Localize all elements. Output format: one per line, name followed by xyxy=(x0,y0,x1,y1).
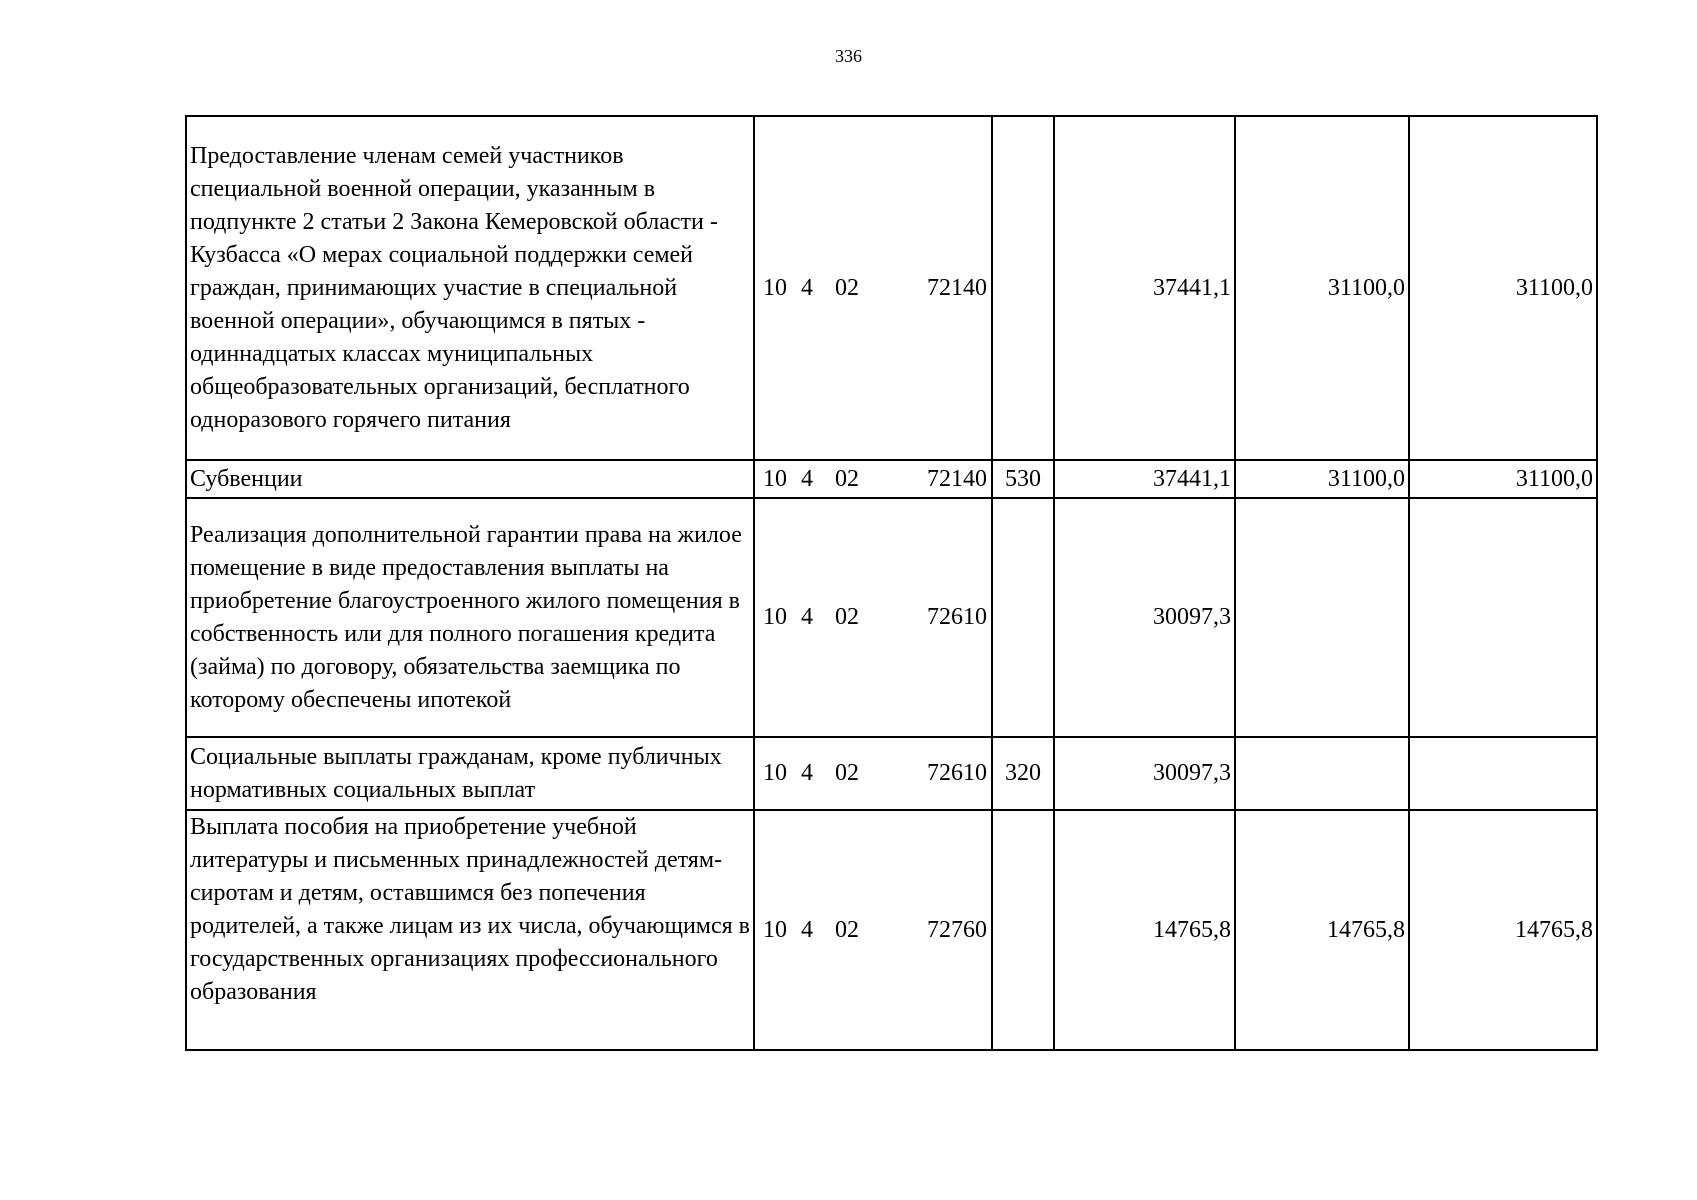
amount-year-2: 31100,0 xyxy=(1235,460,1409,498)
budget-table xyxy=(185,115,1598,1051)
table-row xyxy=(186,810,1597,1050)
row-name: Субвенции xyxy=(186,460,754,498)
section-code: 10 xyxy=(763,465,787,492)
expense-type-code xyxy=(992,116,1054,460)
program-code: 4 xyxy=(801,465,813,492)
table-row xyxy=(186,116,1597,460)
amount-year-3: 14765,8 xyxy=(1409,810,1597,1050)
amount-year-1: 30097,3 xyxy=(1054,498,1235,737)
amount-year-1: 30097,3 xyxy=(1054,737,1235,810)
amount-year-2: 14765,8 xyxy=(1235,810,1409,1050)
direction-code: 72140 xyxy=(927,465,987,492)
row-name: Выплата пособия на приобретение учебной литературы и письменных принадлежностей детям-сиротам и детям, оставшимся без попечения родителей, а также лицам из их числа, обучающимся в государственных организациях профессионального образования xyxy=(186,810,754,1050)
row-name: Реализация дополнительной гарантии права на жилое помещение в виде предоставления выплаты на приобретение благоустроенного жилого помещения в собственность или для полного погашения кредита (займа) по договору, обязательства заемщика по которому обеспечены ипотекой xyxy=(186,498,754,737)
program-code: 4 xyxy=(801,274,813,301)
expense-type-code: 320 xyxy=(992,737,1054,810)
classification-code xyxy=(754,498,992,737)
page-number: 336 xyxy=(835,46,862,66)
amount-year-3: 31100,0 xyxy=(1409,116,1597,460)
row-name: Социальные выплаты гражданам, кроме публичных нормативных социальных выплат xyxy=(186,737,754,810)
amount-year-2: 31100,0 xyxy=(1235,116,1409,460)
program-code: 4 xyxy=(801,760,813,786)
row-name: Предоставление членам семей участников специальной военной операции, указанным в подпункте 2 статьи 2 Закона Кемеровской области - Кузбасса «О мерах социальной поддержки семей граждан, принимающих участие в специальной военной операции», обучающимся в пятых - одиннадцатых классах муниципальных общеобразовательных организаций, бесплатного одноразового горячего питания xyxy=(186,116,754,460)
direction-code: 72610 xyxy=(927,604,987,630)
table-row xyxy=(186,498,1597,737)
amount-year-3: 31100,0 xyxy=(1409,460,1597,498)
classification-code xyxy=(754,460,992,498)
amount-year-1: 37441,1 xyxy=(1054,116,1235,460)
program-code: 4 xyxy=(801,604,813,630)
subprogram-code: 02 xyxy=(835,604,859,630)
expense-type-code: 530 xyxy=(992,460,1054,498)
classification-code xyxy=(754,116,992,460)
direction-code: 72760 xyxy=(927,916,987,943)
expense-type-code xyxy=(992,810,1054,1050)
section-code: 10 xyxy=(763,604,787,630)
subprogram-code: 02 xyxy=(835,465,859,492)
amount-year-3 xyxy=(1409,737,1597,810)
table-row xyxy=(186,737,1597,810)
section-code: 10 xyxy=(763,916,787,943)
table-row xyxy=(186,460,1597,498)
subprogram-code: 02 xyxy=(835,274,859,301)
expense-type-code xyxy=(992,498,1054,737)
amount-year-2 xyxy=(1235,737,1409,810)
subprogram-code: 02 xyxy=(835,916,859,943)
section-code: 10 xyxy=(763,760,787,786)
amount-year-1: 37441,1 xyxy=(1054,460,1235,498)
classification-code xyxy=(754,737,992,810)
classification-code xyxy=(754,810,992,1050)
program-code: 4 xyxy=(801,916,813,943)
amount-year-1: 14765,8 xyxy=(1054,810,1235,1050)
subprogram-code: 02 xyxy=(835,760,859,786)
section-code: 10 xyxy=(763,274,787,301)
amount-year-2 xyxy=(1235,498,1409,737)
direction-code: 72610 xyxy=(927,760,987,786)
amount-year-3 xyxy=(1409,498,1597,737)
direction-code: 72140 xyxy=(927,274,987,301)
